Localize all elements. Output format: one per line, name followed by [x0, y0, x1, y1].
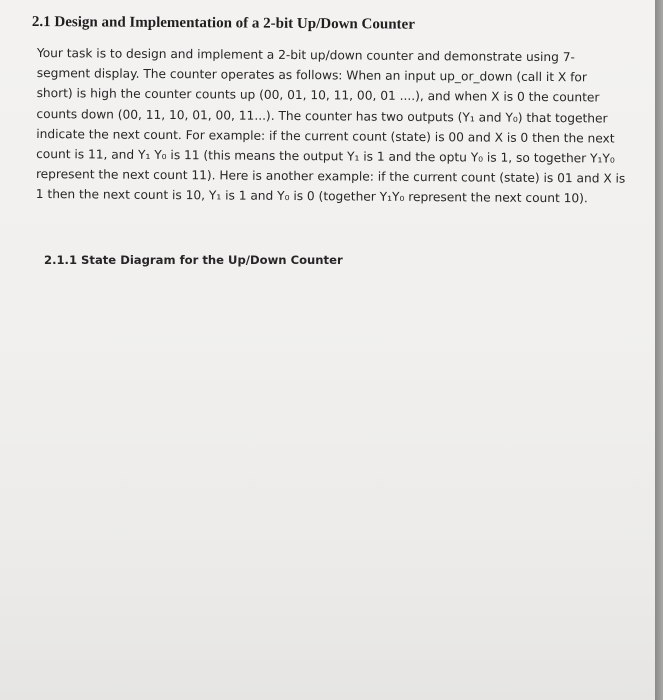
- subsection-title: 2.1.1 State Diagram for the Up/Down Counter: [44, 253, 343, 267]
- task-description: [35, 43, 626, 209]
- text-line: 1 then the next count is 10, Y₁ is 1 and Y₀ is 0 (together Y₁Y₀ represent the next count 10).: [35, 187, 588, 206]
- text-line: counts down (00, 11, 10, 01, 00, 11...). The counter has two outputs (Y₁ and Y₀) that together: [36, 106, 608, 126]
- text-line: count is 11, and Y₁ Y₀ is 11 (this means the output Y₁ is 1 and the optu Y₀ is 1, so together Y₁Y₀: [36, 147, 615, 166]
- text-line: represent the next count 11). Here is another example: if the current count (state) is 01 and X is: [35, 167, 626, 186]
- page-edge-shadow: [655, 0, 663, 700]
- text-line: segment display. The counter operates as follows: When an input up_or_down (call it X for: [36, 66, 587, 85]
- section-title: 2.1 Design and Implementation of a 2-bit Up/Down Counter: [31, 14, 415, 33]
- text-line: Your task is to design and implement a 2-bit up/down counter and demonstrate using 7-: [36, 45, 575, 65]
- text-line: indicate the next count. For example: if the current count (state) is 00 and X is 0 then the next: [36, 126, 615, 146]
- text-line: short) is high the counter counts up (00, 01, 10, 11, 00, 01 ....), and when X is 0 the counter: [36, 86, 600, 105]
